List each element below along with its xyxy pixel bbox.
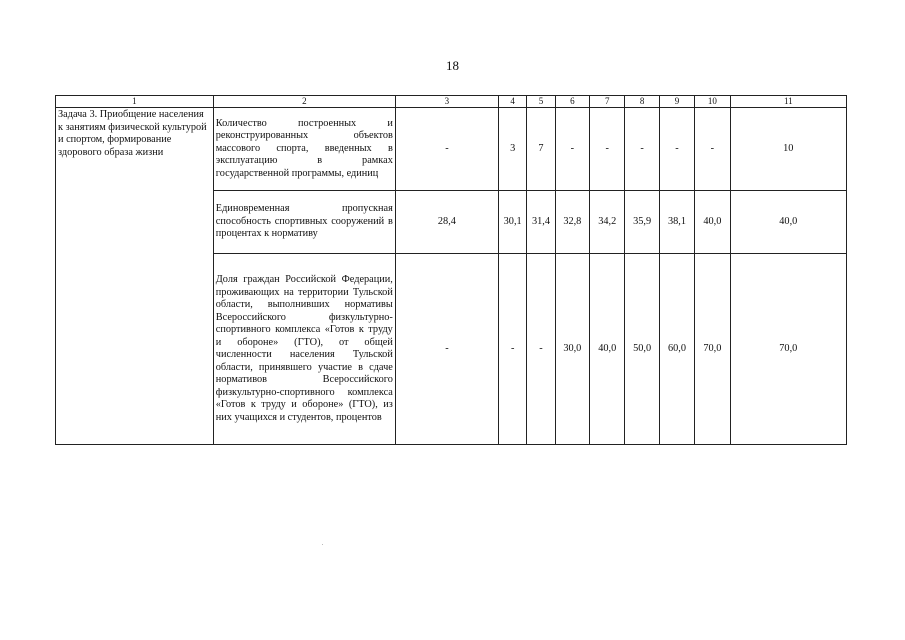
header-cell: 7: [590, 96, 625, 108]
value-cell: -: [695, 108, 730, 191]
value-cell: 38,1: [659, 191, 694, 254]
header-cell: 11: [730, 96, 846, 108]
table-header-row: [56, 96, 847, 108]
header-cell: 3: [395, 96, 498, 108]
page-number: 18: [446, 58, 459, 73]
scan-speck: [322, 544, 323, 545]
value-cell: 10: [730, 108, 846, 191]
indicator-cell: Количество построенных и реконструированных объектов массового спорта, введенных в эксплуатацию в рамках государственной программы, единиц: [213, 108, 395, 191]
value-cell: 28,4: [395, 191, 498, 254]
header-cell: 10: [695, 96, 730, 108]
header-cell: 1: [56, 96, 214, 108]
header-cell: 8: [625, 96, 659, 108]
value-cell: -: [527, 254, 555, 445]
value-cell: 70,0: [695, 254, 730, 445]
header-cell: 6: [555, 96, 589, 108]
value-cell: -: [499, 254, 527, 445]
value-cell: 7: [527, 108, 555, 191]
value-cell: -: [395, 108, 498, 191]
value-cell: 30,1: [499, 191, 527, 254]
indicators-table: [55, 95, 847, 445]
value-cell: -: [555, 108, 589, 191]
header-cell: 2: [213, 96, 395, 108]
table-row: [56, 108, 847, 191]
value-cell: -: [659, 108, 694, 191]
value-cell: 60,0: [659, 254, 694, 445]
value-cell: 30,0: [555, 254, 589, 445]
value-cell: 3: [499, 108, 527, 191]
value-cell: 34,2: [590, 191, 625, 254]
value-cell: 32,8: [555, 191, 589, 254]
value-cell: 40,0: [590, 254, 625, 445]
value-cell: 40,0: [695, 191, 730, 254]
header-cell: 4: [499, 96, 527, 108]
value-cell: -: [625, 108, 659, 191]
value-cell: 50,0: [625, 254, 659, 445]
task-cell: Задача 3. Приобщение населения к занятиям физической культурой и спортом, формирование здорового образа жизни: [56, 108, 214, 445]
value-cell: 35,9: [625, 191, 659, 254]
value-cell: 40,0: [730, 191, 846, 254]
value-cell: -: [590, 108, 625, 191]
header-cell: 9: [659, 96, 694, 108]
header-cell: 5: [527, 96, 555, 108]
value-cell: 31,4: [527, 191, 555, 254]
value-cell: 70,0: [730, 254, 846, 445]
indicator-cell: Доля граждан Российской Федерации, проживающих на территории Тульской области, выполнивших нормативы Всероссийского физкультурно-спортивного комплекса «Готов к труду и обороне» (ГТО), от общей численности населения Тульской области, принявшего участие в сдаче нормативов Всероссийского физкультурно-спортивного комплекса «Готов к труду и обороне» (ГТО), из них учащихся и студентов, процентов: [213, 254, 395, 445]
value-cell: -: [395, 254, 498, 445]
indicator-cell: Единовременная пропускная способность спортивных сооружений в процентах к нормативу: [213, 191, 395, 254]
